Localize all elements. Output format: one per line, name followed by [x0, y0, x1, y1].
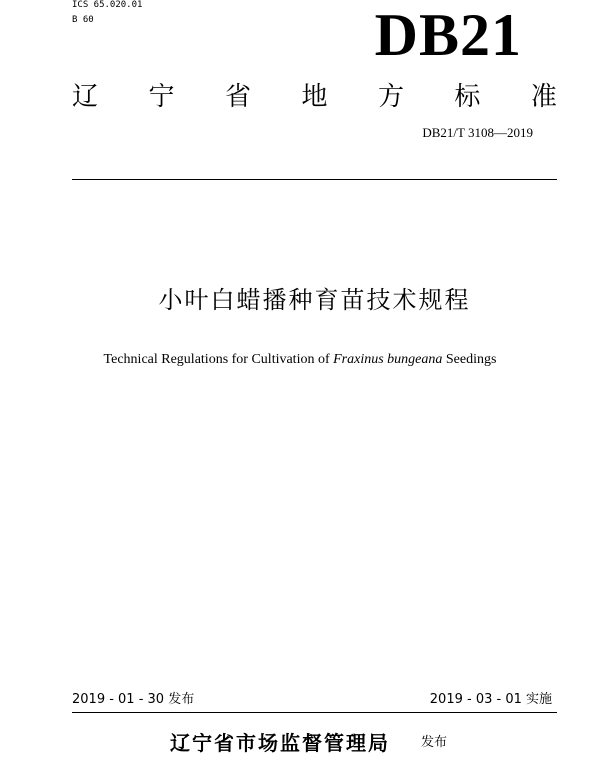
- footer-divider: [72, 712, 557, 713]
- standard-category-char: 省: [224, 82, 251, 112]
- document-title-english: [0, 352, 600, 368]
- standard-category-char: 辽: [72, 82, 99, 112]
- ics-code: ICS 65.020.01: [72, 0, 143, 10]
- title-en-suffix: Seedings: [442, 352, 497, 367]
- issuing-authority: 辽宁省市场监督管理局: [170, 731, 390, 755]
- ccs-code: B 60: [72, 15, 94, 25]
- db21-logo: DB21: [374, 2, 522, 68]
- standard-category-char: 宁: [148, 82, 175, 112]
- standard-category-char: 地: [301, 82, 328, 112]
- standard-number: DB21/T 3108—2019: [422, 125, 533, 140]
- standard-category-char: 准: [530, 82, 557, 112]
- standard-category-title: [72, 82, 557, 112]
- issue-label: 发布: [421, 735, 448, 750]
- implementation-date: 2019 - 03 - 01 实施: [429, 692, 552, 707]
- title-en-species: Fraxinus bungeana: [333, 352, 443, 367]
- issue-date: 2019 - 01 - 30 发布: [72, 692, 195, 707]
- standard-category-char: 方: [377, 82, 404, 112]
- document-title-chinese: 小叶白蜡播种育苗技术规程: [158, 286, 471, 314]
- standard-category-char: 标: [454, 82, 481, 112]
- header-divider: [72, 179, 557, 180]
- title-en-prefix: Technical Regulations for Cultivation of: [103, 352, 334, 367]
